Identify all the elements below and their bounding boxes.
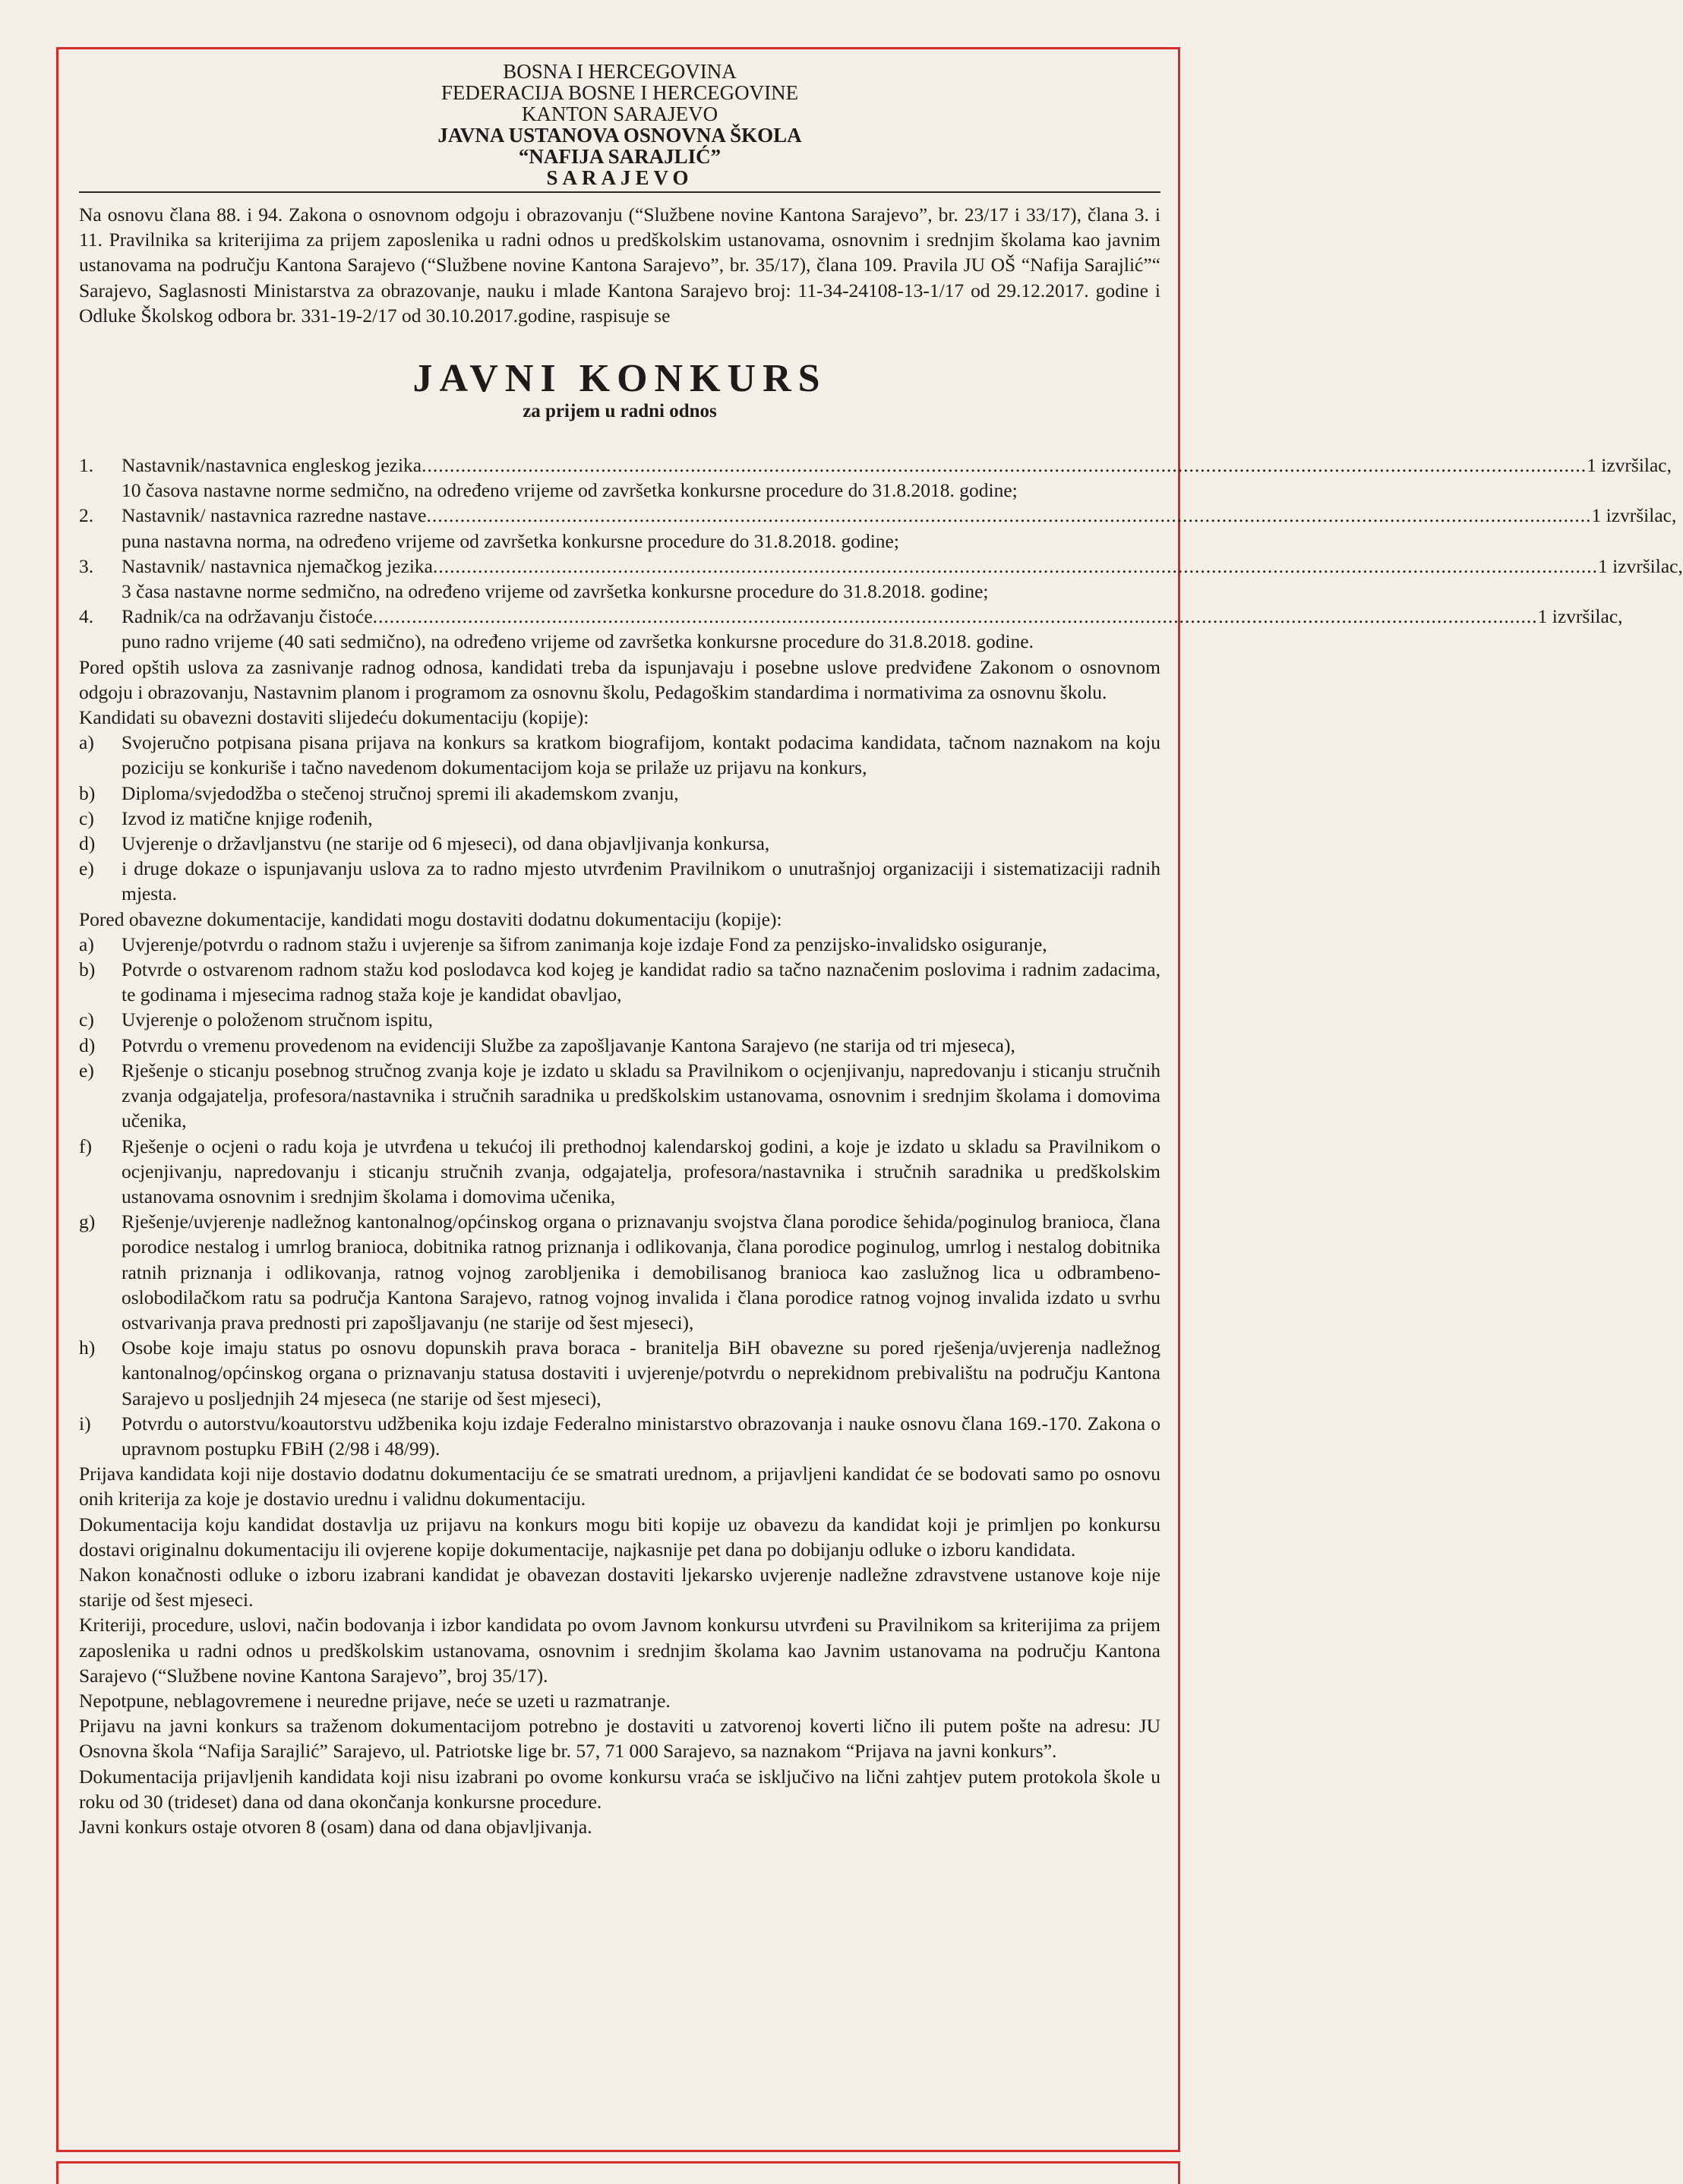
document-title: JAVNI KONKURS (412, 357, 827, 401)
school-name: “NAFIJA SARAJLIĆ” (518, 145, 722, 168)
required-docs-list (79, 730, 1160, 906)
position-detail: 3 časa nastavne norme sedmično, na određeno vrijeme od završetka konkursne procedure do 31.8.2018. godine; (122, 580, 989, 603)
announcement (79, 60, 1683, 1839)
position-detail: puna nastavna norma, na određeno vrijeme od završetka konkursne procedure do 31.8.2018. godine; (122, 529, 899, 552)
item-letter: f) (79, 1135, 92, 1157)
closing-paragraph: Prijavu na javni konkurs sa traženom dokumentacijom potrebno je dostaviti u zatvorenoj koverti lično ili putem pošte na adresu: JU Osnovna škola “Nafija Sarajlić” Sarajevo, ul. Patriotske lige br. 57, 71 000 Sarajevo, sa naznakom “Prijava na javni konkurs”. (79, 1715, 1160, 1763)
header-divider (79, 191, 1160, 193)
list-item (79, 1058, 1160, 1134)
item-text: Potvrdu o vremenu provedenom na evidenciji Službe za zapošljavanje Kantona Sarajevo (ne starija od tri mjeseca), (122, 1034, 1015, 1056)
item-letter: e) (79, 1059, 94, 1081)
position-detail: puno radno vrijeme (40 sati sedmično), na određeno vrijeme od završetka konkursne procedure do 31.8.2018. godine. (122, 630, 1034, 653)
item-text: Uvjerenje o položenom stručnom ispitu, (122, 1008, 434, 1031)
position-detail: 10 časova nastavne norme sedmično, na određeno vrijeme od završetka konkursne procedure do 31.8.2018. godine; (122, 479, 1018, 502)
position-name: Nastavnik/ nastavnica njemačkog jezika (122, 554, 433, 577)
list-item (79, 1007, 1160, 1032)
item-text: Rješenje o ocjeni o radu koja je utvrđena u tekućoj ili prethodnoj kalendarskoj godini, a koje je izdato u skladu sa Pravilnikom o ocjenjivanju, napredovanju i sticanju stručnih zvanja, odgajatelja, profesora/nastavnika i stručnih saradnika u predškolskim ustanovama osnovnim i srednjim školama i domovima učenika, (122, 1135, 1160, 1207)
position-name: Nastavnik/ nastavnica razredne nastave (122, 504, 427, 527)
item-letter: a) (79, 731, 94, 754)
item-letter: c) (79, 1008, 94, 1031)
item-text: Rješenje/uvjerenje nadležnog kantonalnog/općinskog organa o priznavanju svojstva člana porodice šehida/poginulog branioca, člana porodice nestalog i umrlog branioca, dobitnika ratnog priznanja i odlikovanja, člana porodice poginulog, umrlog i nestalog dobitnika ratnih priznanja i odlikovanja, ratnog vojnog zarobljenika i demobilisanog branioca kao zaslužnog lica u odbrambeno-oslobodilačkom ratu sa područja Kantona Sarajevo, ratnog vojnog invalida i člana porodice ratnog vojnog invalida izdato u svrhu ostvarivanja prava prednosti pri zapošljavanju (ne starije od šest mjeseci), (122, 1210, 1160, 1333)
closing-paragraph: Prijava kandidata koji nije dostavio dodatnu dokumentaciju će se smatrati urednom, a prijavljeni kandidat će se bodovati samo po osnovu onih kriterija za koje je dostavio urednu i validnu dokumentaciju. (79, 1463, 1160, 1510)
list-item (79, 1411, 1160, 1461)
closing-paragraph: Javni konkurs ostaje otvoren 8 (osam) dana od dana objavljivanja. (79, 1815, 592, 1838)
position-item (79, 453, 1672, 503)
list-item (79, 1033, 1160, 1058)
canton-line: KANTON SARAJEVO (521, 103, 718, 125)
closing-paragraphs (79, 1461, 1160, 1839)
item-text: Izvod iz matične knjige rođenih, (122, 806, 373, 829)
document-subtitle: za prijem u radni odnos (523, 401, 717, 422)
general-conditions: Pored opštih uslova za zasnivanje radnog odnosa, kandidati treba da ispunjavaju i posebne uslove predviđene Zakonom o osnovnom odgoju i obrazovanju, Nastavnim planom i programom za osnovnu školu, Pedagoškim standardima i normativima za osnovnu školu. (79, 655, 1160, 703)
positions-list (79, 453, 1683, 655)
institution-line: JAVNA USTANOVA OSNOVNA ŠKOLA (437, 124, 802, 147)
letterhead (79, 61, 1160, 188)
closing-paragraph: Nakon konačnosti odluke o izboru izabrani kandidat je obavezan dostaviti ljekarsko uvjerenje nadležne zdravstvene ustanove koje nije starije od šest mjeseci. (79, 1563, 1160, 1611)
position-item (79, 554, 1683, 604)
list-item (79, 1335, 1160, 1411)
list-item (79, 957, 1160, 1007)
item-letter: a) (79, 933, 94, 955)
item-letter: b) (79, 781, 96, 804)
item-letter: e) (79, 857, 94, 880)
item-text: Potvrdu o autorstvu/koautorstvu udžbenika koju izdaje Federalno ministarstvo obrazovanja i nauke osnovu člana 169.-170. Zakona o upravnom postupku FBiH (2/98 i 48/99). (122, 1412, 1160, 1460)
item-letter: i) (79, 1412, 91, 1434)
item-text: i druge dokaze o ispunjavanju uslova za to radno mjesto utvrđenim Pravilnikom o unutrašnjoj organizaciji i sistematizaciji radnih mjesta. (122, 857, 1160, 905)
position-number: 4. (79, 605, 94, 628)
position-count: 1 izvršilac, (1587, 454, 1672, 477)
position-count: 1 izvršilac, (1537, 605, 1623, 628)
closing-paragraph: Dokumentacija prijavljenih kandidata koji nisu izabrani po ovome konkursu vraća se isključivo na lični zahtjev putem protokola škole u roku od 30 (trideset) dana od dana okončanja konkursne procedure. (79, 1765, 1160, 1813)
item-text: Svojeručno potpisana pisana prijava na konkurs sa kratkom biografijom, kontakt podacima kandidata, tačnom naznakom na koju poziciju se konkuriše i tačno navedenom dokumentacijom koja se prilaže uz prijavu na konkurs, (122, 731, 1160, 779)
item-text: Potvrde o ostvarenom radnom stažu kod poslodavca kod kojeg je kandidat radio sa tačno naznačenim poslovima i radnim zadacima, te godinama i mjesecima radnog staža koje je kandidat obavljao, (122, 958, 1160, 1006)
closing-paragraph: Dokumentacija koju kandidat dostavlja uz prijavu na konkurs mogu biti kopije uz obavezu da kandidat koji je primljen po konkursu dostavi originalnu dokumentaciju ili ovjerene kopije dokumentacije, najkasnije pet dana po dobijanju odluke o izboru kandidata. (79, 1513, 1160, 1561)
position-count: 1 izvršilac, (1591, 504, 1677, 527)
intro-paragraph: Na osnovu člana 88. i 94. Zakona o osnovnom odgoju i obrazovanju (“Službene novine Kantona Sarajevo”, br. 23/17 i 33/17), člana 3. i 11. Pravilnika sa kriterijima za prijem zaposlenika u radni odnos u predškolskim ustanovama, osnovnim i srednjim školama kao javnim ustanovama na području Kantona Sarajevo (“Službene novine Kantona Sarajevo”, br. 35/17), člana 109. Pravila JU OŠ “Nafija Sarajlić”“ Sarajevo, Saglasnosti Ministarstva za obrazovanje, nauku i mlade Kantona Sarajevo broj: 11-34-24108-13-1/17 od 29.12.2017. godine i Odluke Školskog odbora br. 331-19-2/17 od 30.10.2017.godine, raspisuje se (79, 204, 1160, 327)
item-letter: b) (79, 958, 96, 981)
item-text: Rješenje o sticanju posebnog stručnog zvanja koje je izdato u skladu sa Pravilnikom o ocjenjivanju, napredovanju i sticanju stručnih zvanja odgajatelja, profesora/nastavnika i stručnih saradnika u predškolskim ustanovama, osnovnim i srednjim školama i domovima učenika, (122, 1059, 1160, 1132)
item-letter: c) (79, 806, 94, 829)
list-item (79, 781, 1160, 806)
list-item (79, 856, 1160, 906)
item-text: Uvjerenje o državljanstvu (ne starije od 6 mjeseci), od dana objavljivanja konkursa, (122, 832, 770, 855)
item-letter: g) (79, 1210, 96, 1233)
city-line: SARAJEVO (546, 166, 693, 189)
list-item (79, 932, 1160, 957)
list-item (79, 806, 1160, 831)
closing-paragraph: Kriteriji, procedure, uslovi, način bodovanja i izbor kandidata po ovom Javnom konkursu utvrđeni su Pravilnikom sa kriterijima za prijem zaposlenika u radni odnos u predškolskim ustanovama, osnovnim i srednjim školama kao Javnim ustanovama na području Kantona Sarajevo (“Službene novine Kantona Sarajevo”, broj 35/17). (79, 1614, 1160, 1687)
required-docs-intro: Kandidati su obavezni dostaviti slijedeću dokumentaciju (kopije): (79, 706, 589, 729)
position-number: 2. (79, 504, 94, 527)
additional-docs-list (79, 932, 1160, 1461)
position-number: 1. (79, 454, 94, 477)
country-line: BOSNA I HERCEGOVINA (503, 60, 737, 83)
additional-docs-intro: Pored obavezne dokumentacije, kandidati mogu dostaviti dodatnu dokumentaciju (kopije): (79, 907, 782, 930)
closing-paragraph: Nepotpune, neblagovremene i neuredne prijave, neće se uzeti u razmatranje. (79, 1689, 671, 1712)
item-letter: d) (79, 832, 96, 855)
position-item (79, 503, 1677, 553)
item-letter: h) (79, 1337, 96, 1359)
list-item (79, 831, 1160, 856)
position-item (79, 604, 1623, 654)
list-item (79, 1209, 1160, 1335)
list-item (79, 730, 1160, 780)
position-count: 1 izvršilac, (1597, 554, 1683, 577)
position-name: Nastavnik/nastavnica engleskog jezika (122, 454, 422, 477)
item-letter: d) (79, 1034, 96, 1056)
federation-line: FEDERACIJA BOSNE I HERCEGOVINE (440, 81, 799, 104)
item-text: Osobe koje imaju status po osnovu dopunskih prava boraca - branitelja BiH obavezne su pored rješenja/uvjerenja nadležnog kantonalnog/općinskog organa o priznavanju statusa dostaviti i uvjerenje/potvrdu o neprekidnom prebivalištu na području Kantona Sarajevo u posljednjih 24 mjeseca (ne starije od šest mjeseci), (122, 1337, 1160, 1409)
item-text: Diploma/svjedodžba o stečenoj stručnoj spremi ili akademskom zvanju, (122, 781, 679, 804)
list-item (79, 1134, 1160, 1210)
item-text: Uvjerenje/potvrdu o radnom stažu i uvjerenje sa šifrom zanimanja koje izdaje Fond za penzijsko-invalidsko osiguranje, (122, 933, 1047, 955)
position-number: 3. (79, 554, 94, 577)
position-name: Radnik/ca na održavanju čistoće (122, 605, 373, 628)
next-ad-border (56, 2161, 1180, 2184)
